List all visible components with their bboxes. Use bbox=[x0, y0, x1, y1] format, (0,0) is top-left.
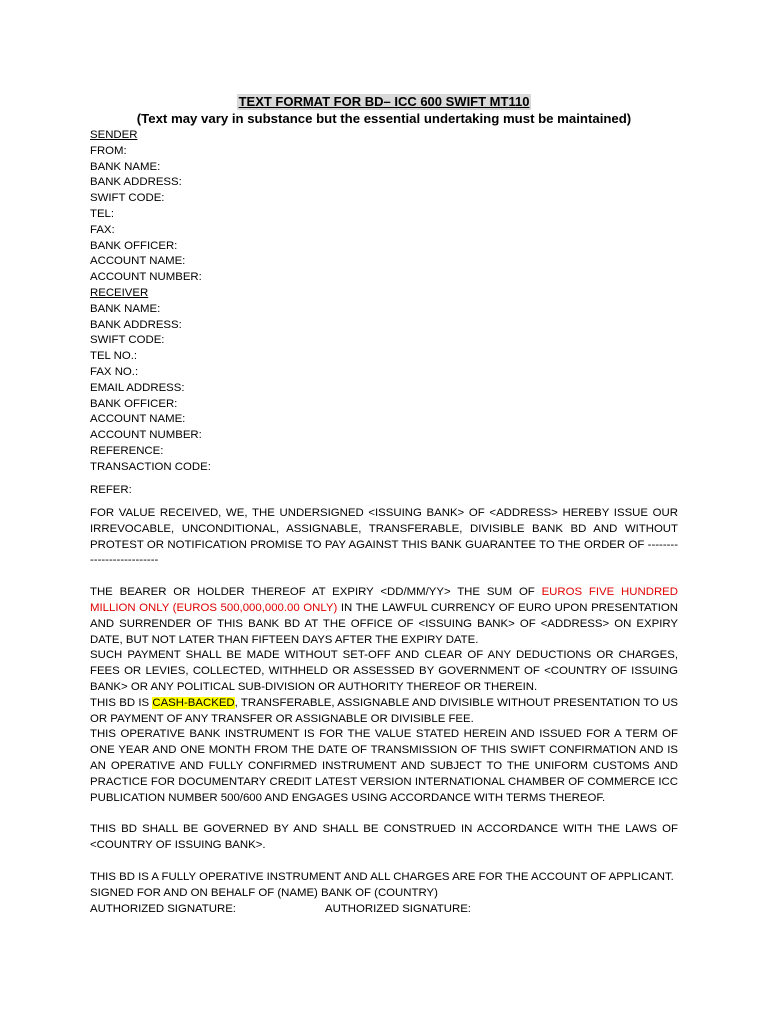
cash-backed-tail: , TRANSFERABLE, ASSIGNABLE AND DIVISIBLE WITHOUT PRESENTATION TO US OR PAYMENT OF ANY TRANSFER OR ASSIGNABLE OR DIVISIBLE FEE. bbox=[90, 696, 678, 725]
receiver-field: TEL NO.: bbox=[90, 350, 138, 363]
paragraph-instrument: THIS OPERATIVE BANK INSTRUMENT IS FOR THE VALUE STATED HEREIN AND ISSUED FOR A TERM OF ONE YEAR AND ONE MONTH FROM THE DATE OF TRANSMISSION OF THIS SWIFT CONFIRMATION AND IS AN OPERATIVE AND FULLY CONFIRMED INSTRUMENT AND SUBJECT TO THE UNIFORM CUSTOMS AND PRACTICE FOR DOCUMENTARY CREDIT LATEST VERSION INTERNATIONAL CHAMBER OF COMMERCE ICC PUBLICATION NUMBER 500/600 AND ENGAGES USING ACCORDANCE WITH TERMS THEREOF. bbox=[90, 728, 678, 804]
party-fields bbox=[90, 128, 211, 476]
document-subtitle: (Text may vary in substance but the essential undertaking must be maintained) bbox=[136, 111, 632, 126]
sender-heading: SENDER bbox=[90, 129, 138, 141]
paragraph-sum bbox=[90, 585, 678, 648]
receiver-field: TRANSACTION CODE: bbox=[90, 460, 211, 473]
sender-field: BANK OFFICER: bbox=[90, 239, 178, 252]
paragraph-payment: SUCH PAYMENT SHALL BE MADE WITHOUT SET-OFF AND CLEAR OF ANY DEDUCTIONS OR CHARGES, FEES OR LEVIES, COLLECTED, WITHHELD OR ASSESSED BY GOVERNMENT OF <COUNTRY OF ISSUING BANK> OR ANY POLITICAL SUB-DIVISION OR AUTHORITY THEREOF OR THEREIN. bbox=[90, 649, 678, 693]
receiver-field: BANK ADDRESS: bbox=[90, 318, 182, 331]
signature-left: AUTHORIZED SIGNATURE: bbox=[90, 903, 236, 915]
document-title: TEXT FORMAT FOR BD– ICC 600 SWIFT MT110 bbox=[238, 94, 530, 109]
receiver-field: SWIFT CODE: bbox=[90, 334, 165, 347]
receiver-field: EMAIL ADDRESS: bbox=[90, 381, 185, 394]
sender-field: TEL: bbox=[90, 207, 115, 220]
paragraph-signed-for: SIGNED FOR AND ON BEHALF OF (NAME) BANK OF (COUNTRY) bbox=[90, 886, 438, 899]
sender-field: ACCOUNT NUMBER: bbox=[90, 271, 202, 284]
sender-field: BANK ADDRESS: bbox=[90, 176, 182, 189]
sender-field: FAX: bbox=[90, 223, 115, 236]
receiver-field: ACCOUNT NUMBER: bbox=[90, 429, 202, 442]
sum-text-lead: THE BEARER OR HOLDER THEREOF AT EXPIRY <DD/MM/YY> THE SUM OF bbox=[90, 586, 542, 599]
paragraph-governing-law: THIS BD SHALL BE GOVERNED BY AND SHALL BE CONSTRUED IN ACCORDANCE WITH THE LAWS OF <COUNTRY OF ISSUING BANK>. bbox=[90, 823, 678, 852]
receiver-field: FAX NO.: bbox=[90, 365, 139, 378]
refer-line: REFER: bbox=[90, 484, 132, 496]
receiver-field: REFERENCE: bbox=[90, 444, 164, 457]
sum-text-tail: IN THE LAWFUL CURRENCY OF EURO UPON PRESENTATION AND SURRENDER OF THIS BANK BD AT THE OFFICE OF <ISSUING BANK> OF <ADDRESS> ON EXPIRY DATE, BUT NOT LATER THAN FIFTEEN DAYS AFTER THE EXPIRY DATE. bbox=[90, 601, 678, 646]
sender-field: FROM: bbox=[90, 144, 127, 157]
signature-right: AUTHORIZED SIGNATURE: bbox=[325, 903, 471, 915]
sender-field: SWIFT CODE: bbox=[90, 192, 165, 205]
sender-field: ACCOUNT NAME: bbox=[90, 255, 186, 268]
title-row bbox=[0, 93, 768, 111]
body-block bbox=[90, 506, 678, 902]
paragraph-cash-backed bbox=[90, 696, 678, 728]
receiver-field: ACCOUNT NAME: bbox=[90, 413, 186, 426]
paragraph-charges: THIS BD IS A FULLY OPERATIVE INSTRUMENT AND ALL CHARGES ARE FOR THE ACCOUNT OF APPLICANT. bbox=[90, 870, 674, 883]
receiver-field: BANK OFFICER: bbox=[90, 397, 178, 410]
receiver-field: BANK NAME: bbox=[90, 302, 161, 315]
amount-text: EUROS FIVE HUNDRED MILLION ONLY (EUROS 500,000,000.00 ONLY) bbox=[90, 586, 678, 614]
receiver-heading: RECEIVER bbox=[90, 286, 149, 299]
cash-backed-highlight: CASH-BACKED bbox=[152, 696, 235, 709]
sender-field: BANK NAME: bbox=[90, 160, 161, 173]
paragraph-undertaking: FOR VALUE RECEIVED, WE, THE UNDERSIGNED <ISSUING BANK> OF <ADDRESS> HEREBY ISSUE OUR IRREVOCABLE, UNCONDITIONAL, ASSIGNABLE, TRANSFERABLE, DIVISIBLE BANK BD AND WITHOUT PROTEST OR NOTIFICATION PROMISE TO PAY AGAINST THIS BANK GUARANTEE TO THE ORDER OF -------------------------- bbox=[90, 507, 678, 567]
cash-backed-lead: THIS BD IS bbox=[90, 696, 153, 709]
